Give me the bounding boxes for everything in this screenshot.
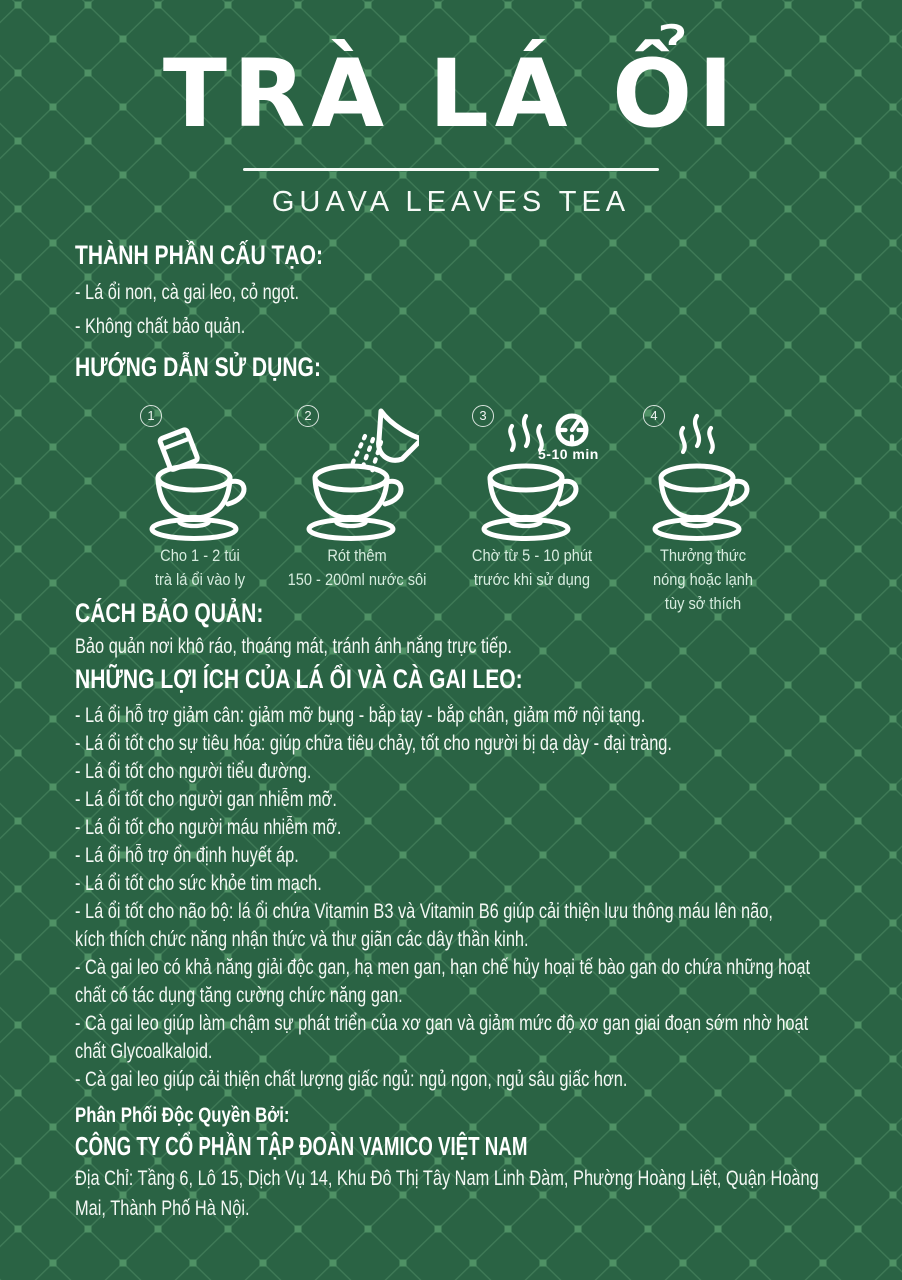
text-line: Chờ từ 5 - 10 phút <box>471 546 593 565</box>
distributor-label: Phân Phối Độc Quyền Bởi: <box>75 1104 290 1127</box>
text-line: - Lá ổi hỗ trợ ổn định huyết áp. <box>75 844 299 867</box>
usage-step-1 <box>110 396 290 598</box>
text-line: - Cà gai leo giúp làm chậm sự phát triển của xơ gan và giảm mức độ xơ gan giai đoạn sớm nhờ hoạt <box>75 1012 809 1035</box>
step-number-badge: 4 <box>643 405 665 427</box>
usage-step-3 <box>442 396 622 598</box>
storage-heading: CÁCH BẢO QUẢN: <box>75 598 264 628</box>
benefits-list <box>75 702 902 1094</box>
ingredients-list <box>75 276 393 344</box>
usage-heading: HƯỚNG DẪN SỬ DỤNG: <box>75 352 321 382</box>
text-line: - Lá ổi tốt cho sự tiêu hóa: giúp chữa tiêu chảy, tốt cho người bị dạ dày - đại tràng. <box>75 732 672 755</box>
step-number-badge: 2 <box>297 405 319 427</box>
step-caption <box>442 544 622 592</box>
text-line: chất Glycoalkaloid. <box>75 1040 213 1063</box>
text-line: - Lá ổi tốt cho não bộ: lá ổi chứa Vitamin B3 và Vitamin B6 giúp cải thiện lưu thông máu lên não, <box>75 900 773 923</box>
teacup-with-teabag-icon <box>138 408 262 548</box>
text-line: 150 - 200ml nước sôi <box>287 570 427 589</box>
text-line: chất có tác dụng tăng cường chức năng gan. <box>75 984 403 1007</box>
steaming-teacup-icon <box>641 408 765 548</box>
steaming-teacup-with-clock-icon <box>470 408 594 548</box>
section-storage <box>75 598 635 662</box>
benefits-heading: NHỮNG LỢI ÍCH CỦA LÁ ỔI VÀ CÀ GAI LEO: <box>75 664 523 694</box>
usage-step-4 <box>613 396 793 613</box>
text-line: kích thích chức năng nhận thức và thư giãn các dây thần kinh. <box>75 928 529 951</box>
ingredients-heading: THÀNH PHẦN CẤU TẠO: <box>75 240 324 270</box>
text-line: nóng hoặc lạnh <box>652 570 754 589</box>
distributor-address <box>75 1164 902 1224</box>
storage-text: Bảo quản nơi khô ráo, thoáng mát, tránh ánh nắng trực tiếp. <box>75 635 512 658</box>
step-number-badge: 1 <box>140 405 162 427</box>
text-line: Địa Chỉ: Tầng 6, Lô 15, Dịch Vụ 14, Khu Đô Thị Tây Nam Linh Đàm, Phường Hoàng Liệt, Quận Hoàng <box>75 1167 819 1190</box>
clock-icon <box>558 416 586 444</box>
text-line: trước khi sử dụng <box>473 570 591 589</box>
text-line: - Lá ổi non, cà gai leo, cỏ ngọt. <box>75 281 300 304</box>
distributor-company: CÔNG TY CỔ PHẦN TẬP ĐOÀN VAMICO VIỆT NAM <box>75 1131 528 1161</box>
text-line: tùy sở thích <box>664 594 742 613</box>
text-line: Cho 1 - 2 túi <box>160 546 240 565</box>
section-ingredients <box>75 240 393 344</box>
text-line: - Lá ổi tốt cho người tiểu đường. <box>75 760 312 783</box>
text-line: - Cà gai leo có khả năng giải độc gan, hạ men gan, hạn chế hủy hoại tế bào gan do chứa những hoạt <box>75 956 811 979</box>
step-caption <box>267 544 447 592</box>
text-line: Thưởng thức <box>659 546 747 565</box>
text-line: - Cà gai leo giúp cải thiện chất lượng giấc ngủ: ngủ ngon, ngủ sâu giấc hơn. <box>75 1068 628 1091</box>
product-title: TRÀ LÁ ỔI <box>162 40 740 149</box>
text-line: - Lá ổi tốt cho sức khỏe tim mạch. <box>75 872 322 895</box>
step-caption <box>110 544 290 592</box>
text-line: - Lá ổi tốt cho người máu nhiễm mỡ. <box>75 816 342 839</box>
text-line: - Lá ổi hỗ trợ giảm cân: giảm mỡ bụng - bắp tay - bắp chân, giảm mỡ nội tạng. <box>75 704 646 727</box>
kettle-pouring-into-teacup-icon <box>295 408 419 548</box>
brew-time-label: 5-10 min <box>538 446 599 462</box>
product-subtitle: GUAVA LEAVES TEA <box>271 186 631 218</box>
section-distributor <box>75 1102 902 1224</box>
text-line: Mai, Thành Phố Hà Nội. <box>75 1197 250 1220</box>
title-divider <box>243 168 659 171</box>
text-line: Rót thêm <box>327 546 387 565</box>
step-caption <box>613 544 793 616</box>
text-line: - Lá ổi tốt cho người gan nhiễm mỡ. <box>75 788 337 811</box>
section-benefits <box>75 664 902 1094</box>
text-line: trà lá ổi vào ly <box>154 570 246 589</box>
usage-step-2 <box>267 396 447 598</box>
step-number-badge: 3 <box>472 405 494 427</box>
text-line: - Không chất bảo quản. <box>75 315 246 338</box>
